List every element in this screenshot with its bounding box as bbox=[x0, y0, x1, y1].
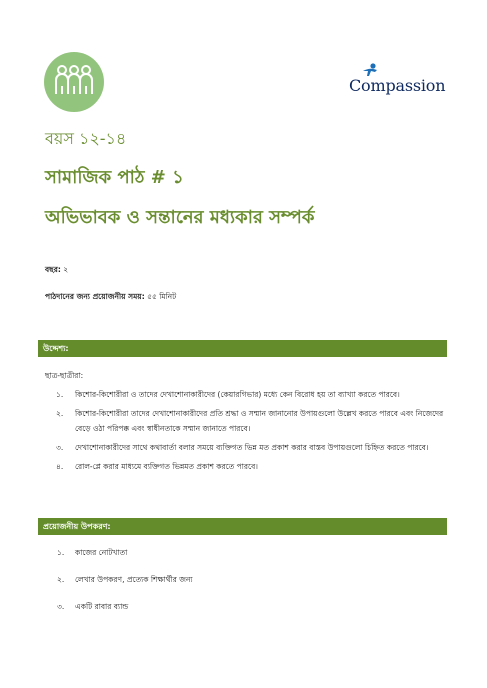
time-value: ৫৫ মিনিট bbox=[147, 292, 177, 301]
item-text: রোল-প্লে করার মাধ্যমে ব্যক্তিগত ভিন্নমত প্রকাশ করতে পারবে। bbox=[75, 462, 258, 471]
objectives-intro: ছাত্র-ছাত্রীরা: bbox=[45, 371, 84, 380]
objective-item bbox=[45, 406, 445, 436]
materials-list bbox=[45, 547, 445, 628]
item-number: ৩. bbox=[57, 602, 65, 611]
item-number: ১. bbox=[57, 548, 65, 557]
objective-item bbox=[45, 440, 445, 455]
item-number: ৪. bbox=[56, 462, 64, 471]
lesson-title: অভিভাবক ও সন্তানের মধ্যকার সম্পর্ক bbox=[45, 207, 315, 228]
objectives-list bbox=[45, 387, 445, 478]
material-item bbox=[45, 601, 445, 628]
lesson-number: সামাজিক পাঠ # ১ bbox=[45, 167, 184, 188]
material-item bbox=[45, 547, 445, 574]
item-number: ২. bbox=[56, 409, 64, 418]
item-text: কাজের নোটখাতা bbox=[75, 548, 128, 557]
item-number: ৩. bbox=[56, 443, 64, 452]
item-text: একটি রাবার ব্যান্ড bbox=[75, 602, 129, 611]
brand-name: Compassion bbox=[349, 76, 446, 95]
materials-heading: প্রয়োজনীয় উপকরণ: bbox=[38, 518, 447, 535]
time-label: পাঠদানের জন্য প্রয়োজনীয় সময়: bbox=[45, 292, 145, 301]
year-value: ২ bbox=[63, 265, 69, 274]
item-number: ১. bbox=[56, 390, 64, 399]
time-line bbox=[45, 292, 176, 304]
item-text: দেখাশোনাকারীদের সাথে কথাবার্তা বলার সময়ে ব্যক্তিগত ভিন্ন মত প্রকাশ করার বাস্তব উপায়গুলো চিহ্নিত করতে পারবে। bbox=[75, 443, 429, 452]
objective-item bbox=[45, 387, 445, 402]
item-number: ২. bbox=[57, 575, 65, 584]
year-line bbox=[45, 265, 68, 277]
year-label: বছর: bbox=[45, 265, 61, 274]
item-text: লেখার উপকরণ, প্রত্যেক শিক্ষার্থীর জন্য bbox=[75, 575, 193, 584]
family-group-icon bbox=[44, 52, 104, 112]
objectives-heading: উদ্দেশ্য: bbox=[38, 340, 447, 357]
age-range: বয়স ১২-১৪ bbox=[45, 129, 127, 148]
item-text: কিশোর-কিশোরীরা ও তাদের দেখাশোনাকারীদের (কেয়ারগিভার) মধ্যে কেন বিরোধ হয় তা ব্যাখ্যা করতে পারবে। bbox=[75, 390, 400, 399]
objective-item bbox=[45, 459, 445, 474]
compassion-logo bbox=[349, 63, 449, 97]
material-item bbox=[45, 574, 445, 601]
item-text: কিশোর-কিশোরীরা তাদের দেখাশোনাকারীদের প্রতি শ্রদ্ধা ও সম্মান জানানোর উপায়গুলো উল্লেখ করতে পারবে এবং নিজেদের বেড়ে ওঠা পরিপক্ক এবং স্বাধীনতাকে সম্মান জানাতে পারবে। bbox=[75, 409, 444, 433]
compassion-figure-icon bbox=[361, 63, 379, 77]
